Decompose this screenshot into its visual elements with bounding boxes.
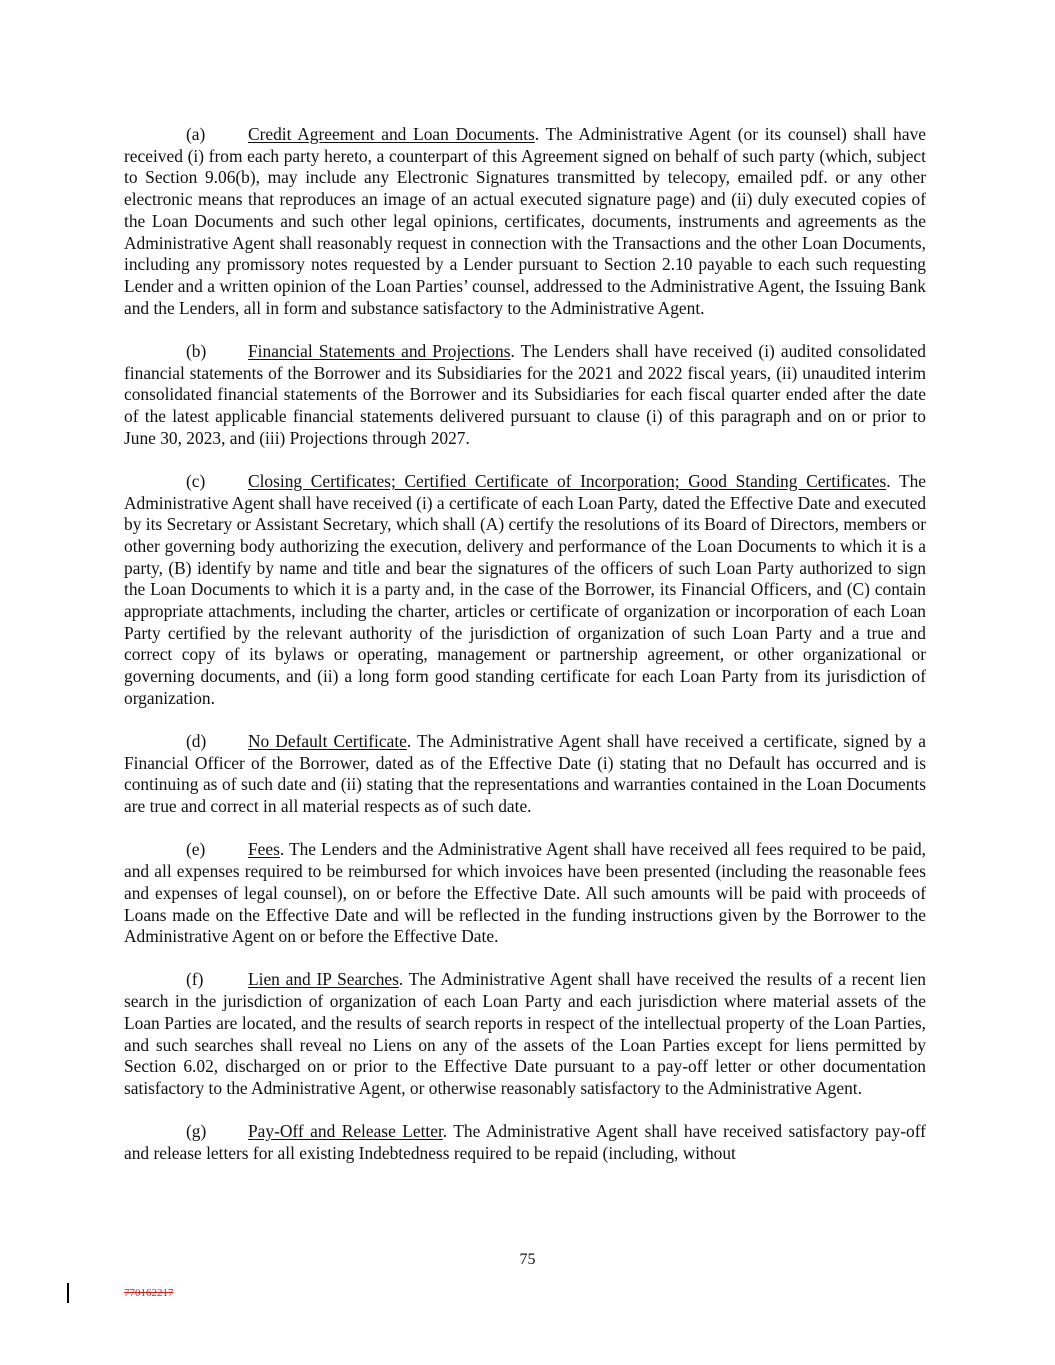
paragraph-marker: (d)	[186, 731, 207, 752]
paragraph-heading: Credit Agreement and Loan Documents	[248, 124, 535, 144]
revision-change-bar	[67, 1283, 69, 1303]
paragraph-text: . The Lenders shall have received (i) audited consolidated financial statements of the Borrower and its Subsidiaries for the 2021 and 2022 fiscal years, (ii) unaudited interim consolidated financial statements of the Borrower and its Subsidiaries for each fiscal quarter ended after the date of the latest applicable financial statements delivered pursuant to clause (i) of this paragraph and on or prior to June 30, 2023, and (iii) Projections through 2027.	[124, 340, 926, 448]
page-number: 75	[519, 1251, 536, 1268]
paragraph-text: . The Administrative Agent shall have received the results of a recent lien search in the jurisdiction of organization of each Loan Party and each jurisdiction where material assets of the Loan Parties are located, and the results of search reports in respect of the intellectual property of the Loan Parties, and such searches shall reveal no Liens on any of the assets of the Loan Parties except for liens permitted by Section 6.02, discharged on or prior to the Effective Date pursuant to a pay-off letter or other documentation satisfactory to the Administrative Agent, or otherwise reasonably satisfactory to the Administrative Agent.	[124, 969, 926, 1098]
paragraph-heading: No Default Certificate	[248, 731, 407, 752]
paragraph-b	[124, 341, 926, 450]
paragraph-text: . The Administrative Agent shall have received satisfactory pay-off and release letters for all existing Indebtedness required to be repaid (including, without	[124, 1121, 926, 1163]
paragraph-marker: (c)	[186, 470, 206, 491]
paragraph-g	[124, 1121, 926, 1164]
paragraph-heading: Fees	[248, 839, 280, 860]
paragraph-marker: (a)	[186, 124, 206, 144]
paragraph-c	[124, 471, 926, 710]
document-id: 770162217	[124, 1287, 174, 1299]
paragraph-heading: Closing Certificates; Certified Certificate of Incorporation; Good Standing Certificates	[248, 470, 887, 491]
paragraph-d	[124, 731, 926, 818]
paragraph-a	[124, 124, 926, 319]
paragraph-text: . The Administrative Agent (or its counsel) shall have received (i) from each party hereto, a counterpart of this Agreement signed on behalf of such party (which, subject to Section 9.06(b), may include any Electronic Signatures transmitted by telecopy, emailed pdf. or any other electronic means that reproduces an image of an actual executed signature page) and (ii) duly executed copies of the Loan Documents and such other legal opinions, certificates, documents, instruments and agreements as the Administrative Agent shall reasonably request in connection with the Transactions and the other Loan Documents, including any promissory notes requested by a Lender pursuant to Section 2.10 payable to each such requesting Lender and a written opinion of the Loan Parties’ counsel, addressed to the Administrative Agent, the Issuing Bank and the Lenders, all in form and substance satisfactory to the Administrative Agent.	[124, 124, 926, 318]
paragraph-text: . The Administrative Agent shall have received (i) a certificate of each Loan Party, dated the Effective Date and executed by its Secretary or Assistant Secretary, which shall (A) certify the resolutions of its Board of Directors, members or other governing body authorizing the execution, delivery and performance of the Loan Documents to which it is a party, (B) identify by name and title and bear the signatures of the officers of such Loan Party authorized to sign the Loan Documents to which it is a party and, in the case of the Borrower, its Financial Officers, and (C) contain appropriate attachments, including the charter, articles or certificate of organization or incorporation of each Loan Party certified by the relevant authority of the jurisdiction of organization of such Loan Party and a true and correct copy of its bylaws or operating, management or partnership agreement, or other organizational or governing documents, and (ii) a long form good standing certificate for each Loan Party from its jurisdiction of organization.	[124, 470, 927, 708]
document-body	[124, 124, 926, 1186]
paragraph-marker: (f)	[186, 969, 204, 990]
paragraph-text: . The Administrative Agent shall have received a certificate, signed by a Financial Officer of the Borrower, dated as of the Effective Date (i) stating that no Default has occurred and is continuing as of such date and (ii) stating that the representations and warranties contained in the Loan Documents are true and correct in all material respects as of such date.	[124, 731, 926, 817]
paragraph-text: . The Lenders and the Administrative Agent shall have received all fees required to be paid, and all expenses required to be reimbursed for which invoices have been presented (including the reasonable fees and expenses of legal counsel), on or before the Effective Date. All such amounts will be paid with proceeds of Loans made on the Effective Date and will be reflected in the funding instructions given by the Borrower to the Administrative Agent on or before the Effective Date.	[124, 839, 926, 947]
paragraph-f	[124, 969, 926, 1099]
paragraph-marker: (b)	[186, 340, 207, 361]
paragraph-marker: (g)	[186, 1121, 207, 1142]
paragraph-e	[124, 839, 926, 948]
paragraph-marker: (e)	[186, 839, 206, 860]
paragraph-heading: Lien and IP Searches	[248, 969, 399, 990]
paragraph-heading: Financial Statements and Projections	[248, 340, 511, 361]
paragraph-heading: Pay-Off and Release Letter	[248, 1121, 443, 1142]
